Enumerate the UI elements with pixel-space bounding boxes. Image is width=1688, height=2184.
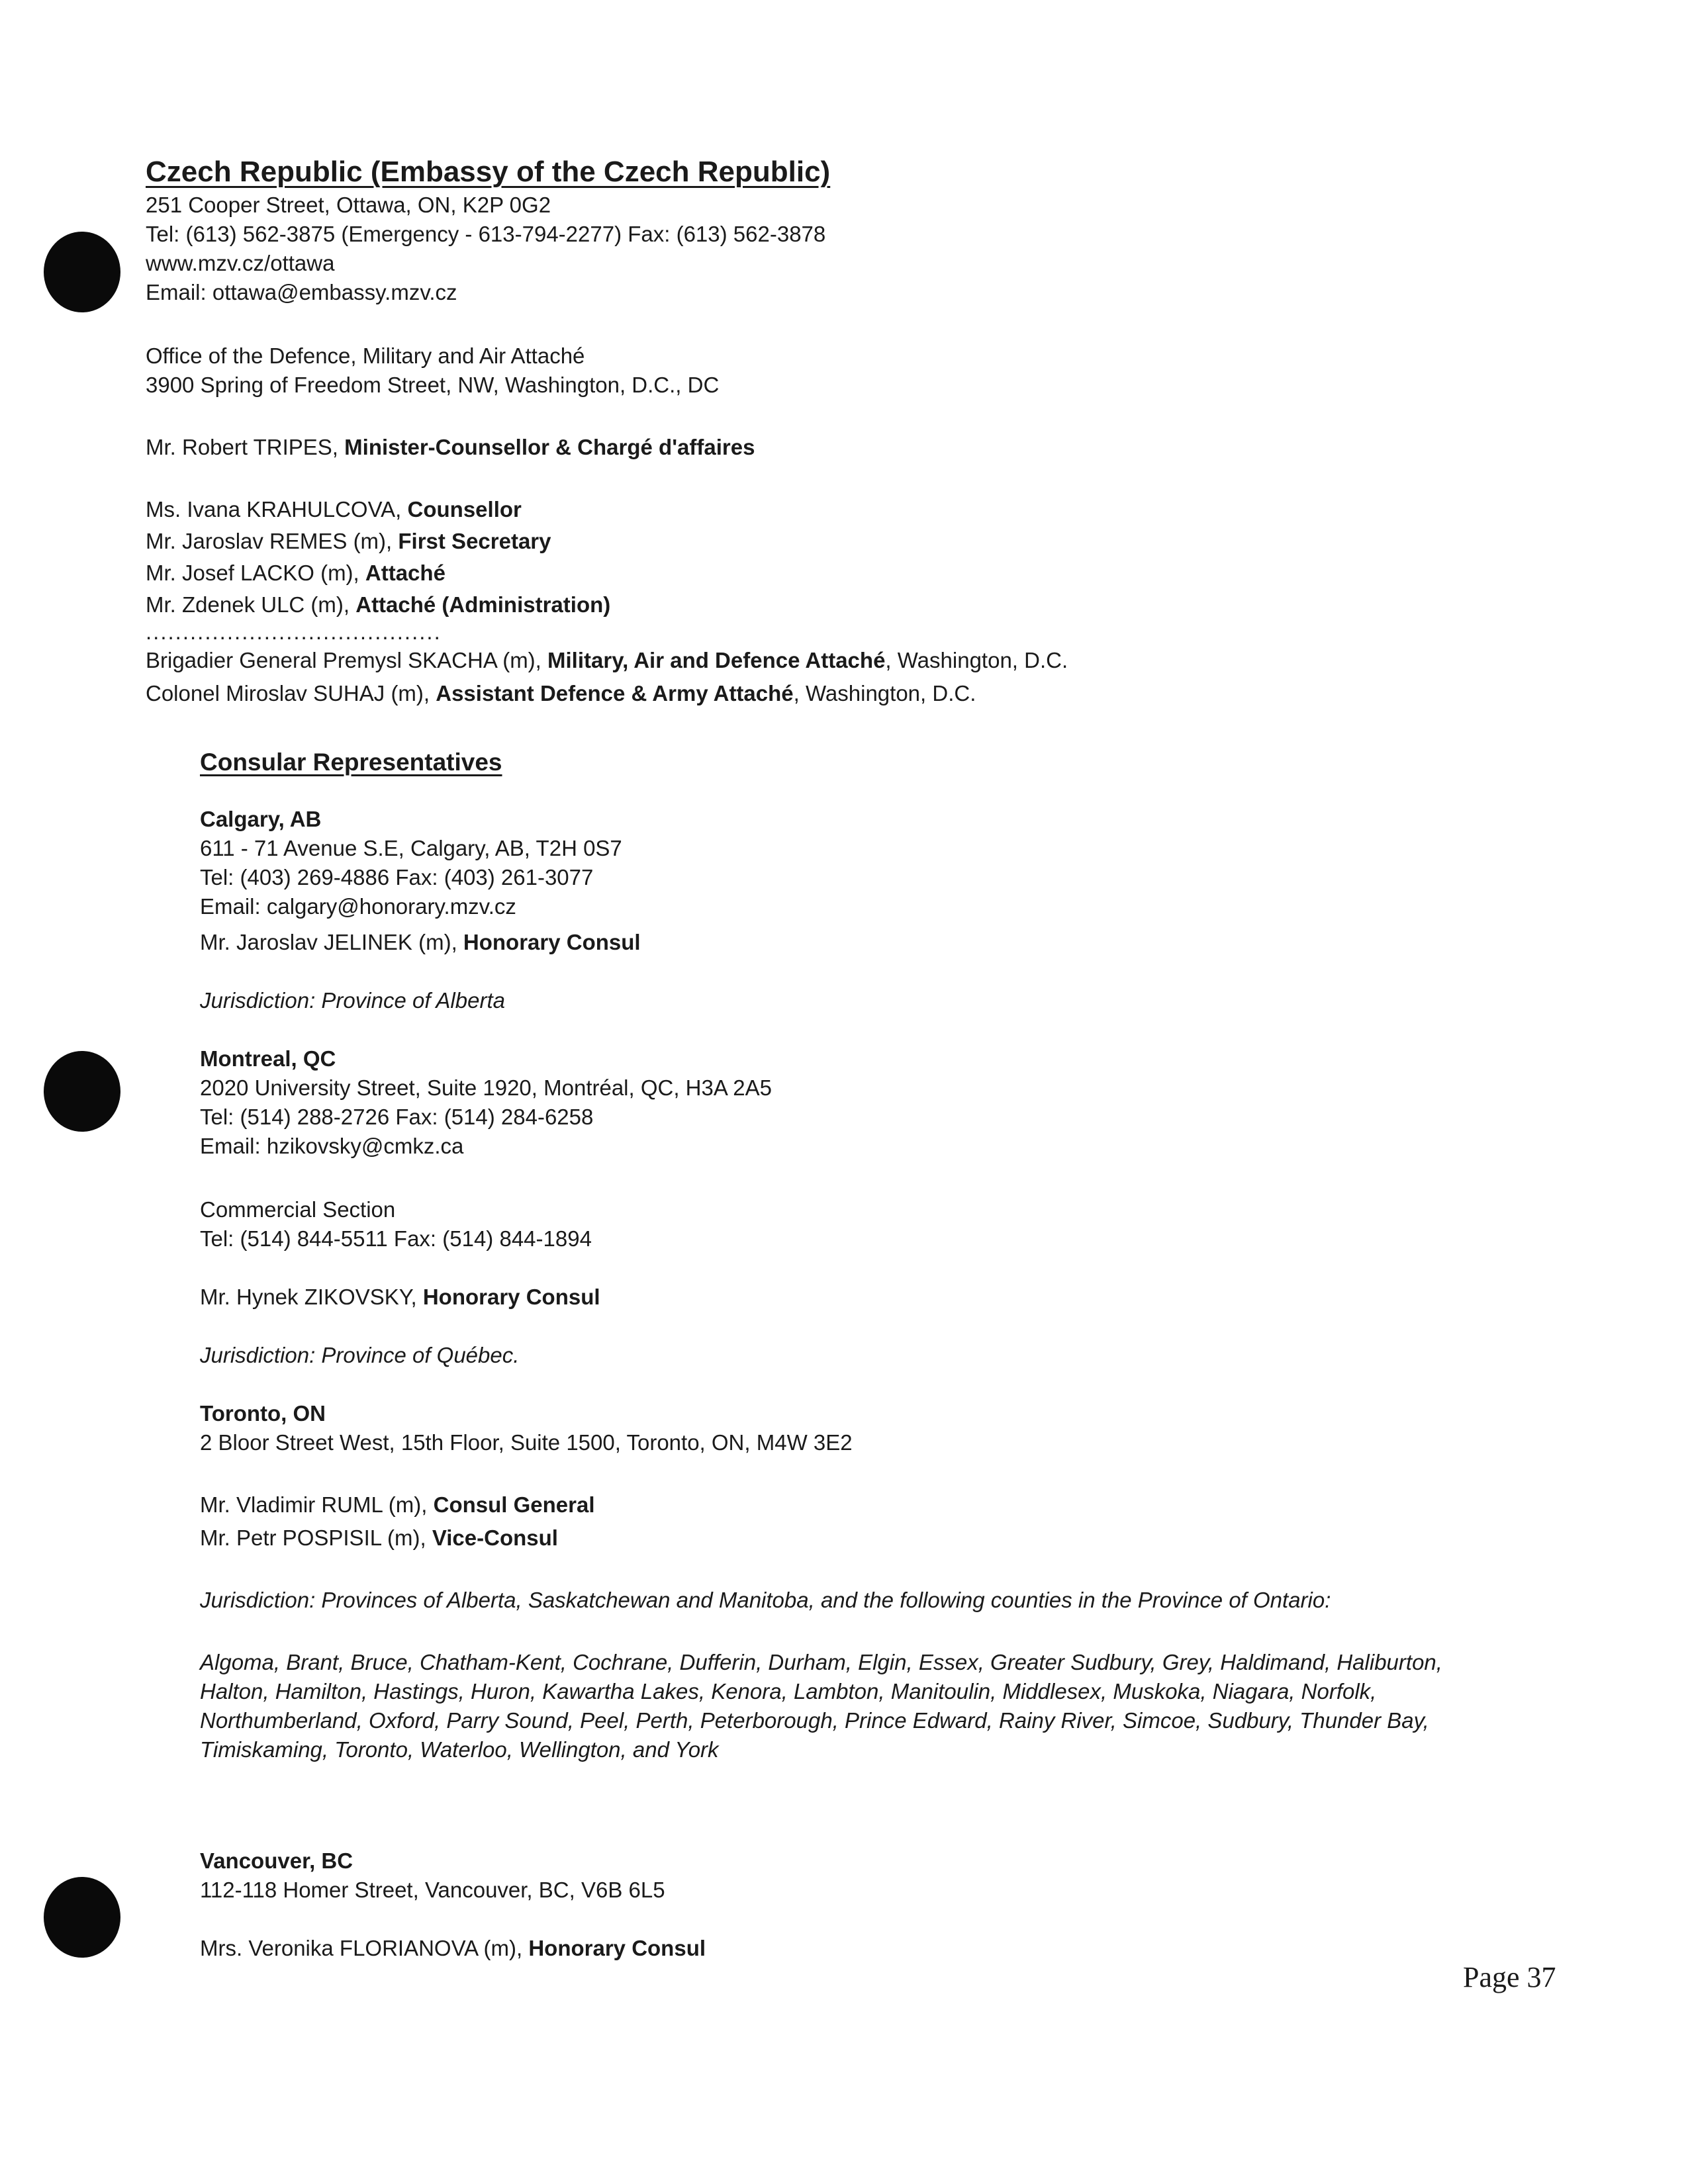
commercial-phone: Tel: (514) 844-5511 Fax: (514) 844-1894: [200, 1226, 592, 1251]
consulate-email: Email: hzikovsky@cmkz.ca: [200, 1134, 464, 1158]
city-name: Montreal, QC: [200, 1046, 336, 1071]
attache-office: Office of the Defence, Military and Air Attaché: [146, 343, 585, 368]
staff-title: Counsellor: [407, 497, 522, 522]
staff-list: [146, 495, 1470, 619]
punch-hole-bottom: [44, 1877, 120, 1958]
consulate-vancouver: [200, 1846, 1491, 1963]
consulate-phone: Tel: (514) 288-2726 Fax: (514) 284-6258: [200, 1105, 594, 1129]
staff-entry: [146, 590, 1470, 619]
military-entry: [146, 679, 1470, 708]
embassy-address: 251 Cooper Street, Ottawa, ON, K2P 0G2: [146, 193, 551, 217]
military-name: Colonel Miroslav SUHAJ (m),: [146, 681, 436, 705]
staff-title: First Secretary: [398, 529, 551, 553]
consul-entry: [200, 1283, 1491, 1312]
consul-entry: [200, 1934, 1491, 1963]
consulate-address: 2 Bloor Street West, 15th Floor, Suite 1500, Toronto, ON, M4W 3E2: [200, 1430, 853, 1455]
punch-hole-top: [44, 232, 120, 312]
staff-title: Attaché (Administration): [355, 592, 611, 617]
consul-name: Mr. Hynek ZIKOVSKY,: [200, 1285, 423, 1309]
separator-dots: ........................................: [146, 619, 442, 644]
consul-entry: [200, 1524, 1491, 1553]
consul-entry: [200, 1490, 1491, 1520]
staff-entry: [146, 527, 1470, 556]
consulate-address: 611 - 71 Avenue S.E, Calgary, AB, T2H 0S7: [200, 836, 622, 860]
staff-name: Mr. Zdenek ULC (m),: [146, 592, 356, 617]
city-name: Vancouver, BC: [200, 1848, 353, 1873]
embassy-website: www.mzv.cz/ottawa: [146, 251, 335, 275]
consul-name: Mrs. Veronika FLORIANOVA (m),: [200, 1936, 529, 1960]
consulate-calgary: [200, 805, 1491, 1015]
jurisdiction: Jurisdiction: Province of Alberta: [200, 988, 505, 1013]
staff-name: Ms. Ivana KRAHULCOVA,: [146, 497, 408, 522]
consulate-toronto: [200, 1399, 1491, 1764]
consul-name: Mr. Jaroslav JELINEK (m),: [200, 930, 463, 954]
attache-address: 3900 Spring of Freedom Street, NW, Washington, D.C., DC: [146, 373, 720, 397]
jurisdiction: Jurisdiction: Provinces of Alberta, Saskatchewan and Manitoba, and the following counties in the Province of Ontario:: [200, 1588, 1331, 1612]
military-title: Assistant Defence & Army Attaché: [436, 681, 794, 705]
staff-title: Attaché: [365, 561, 445, 585]
punch-hole-middle: [44, 1051, 120, 1132]
staff-entry: [146, 495, 1470, 524]
consul-title: Honorary Consul: [422, 1285, 600, 1309]
military-location: , Washington, D.C.: [793, 681, 976, 705]
military-location: , Washington, D.C.: [885, 648, 1068, 672]
staff-entry: [146, 559, 1470, 588]
military-entry: [146, 646, 1470, 675]
page-number: Page 37: [1463, 1961, 1556, 1993]
consul-title: Consul General: [433, 1492, 595, 1517]
head-title: Minister-Counsellor & Chargé d'affaires: [344, 435, 755, 459]
consulate-address: 2020 University Street, Suite 1920, Montréal, QC, H3A 2A5: [200, 1075, 772, 1100]
staff-name: Mr. Josef LACKO (m),: [146, 561, 365, 585]
consul-title: Vice-Consul: [432, 1525, 558, 1550]
head-name: Mr. Robert TRIPES,: [146, 435, 345, 459]
consulate-email: Email: calgary@honorary.mzv.cz: [200, 894, 516, 919]
consul-title: Honorary Consul: [463, 930, 641, 954]
consular-section: [200, 747, 1491, 1963]
embassy-section: [146, 154, 1470, 708]
consul-name: Mr. Petr POSPISIL (m),: [200, 1525, 432, 1550]
consulate-phone: Tel: (403) 269-4886 Fax: (403) 261-3077: [200, 865, 594, 889]
consular-heading: Consular Representatives: [200, 749, 502, 776]
embassy-phone: Tel: (613) 562-3875 (Emergency - 613-794-2277) Fax: (613) 562-3878: [146, 222, 826, 246]
consulate-address: 112-118 Homer Street, Vancouver, BC, V6B 6L5: [200, 1878, 665, 1902]
military-title: Military, Air and Defence Attaché: [547, 648, 886, 672]
consulate-montreal: [200, 1044, 1491, 1370]
military-name: Brigadier General Premysl SKACHA (m),: [146, 648, 548, 672]
consul-entry: [200, 928, 1491, 957]
consul-name: Mr. Vladimir RUML (m),: [200, 1492, 434, 1517]
jurisdiction-counties: Algoma, Brant, Bruce, Chatham-Kent, Cochrane, Dufferin, Durham, Elgin, Essex, Greater Sudbury, Grey, Haldimand, Haliburton, Halton, Hamilton, Hastings, Huron, Kawartha Lakes, Kenora, Lambton, Manitoulin, Middlesex, Muskoka, Niagara, Norfolk, Northumberland, Oxford, Parry Sound, Peel, Perth, Peterborough, Prince Edward, Rainy River, Simcoe, Sudbury, Thunder Bay, Timiskaming, Toronto, Waterloo, Wellington, and York: [200, 1650, 1442, 1762]
staff-name: Mr. Jaroslav REMES (m),: [146, 529, 399, 553]
embassy-email: Email: ottawa@embassy.mzv.cz: [146, 280, 457, 304]
consul-title: Honorary Consul: [528, 1936, 706, 1960]
embassy-title: Czech Republic (Embassy of the Czech Republic): [146, 156, 831, 188]
city-name: Calgary, AB: [200, 807, 322, 831]
commercial-section: Commercial Section: [200, 1197, 396, 1222]
head-of-mission: [146, 433, 1470, 462]
jurisdiction: Jurisdiction: Province of Québec.: [200, 1343, 520, 1367]
city-name: Toronto, ON: [200, 1401, 326, 1426]
